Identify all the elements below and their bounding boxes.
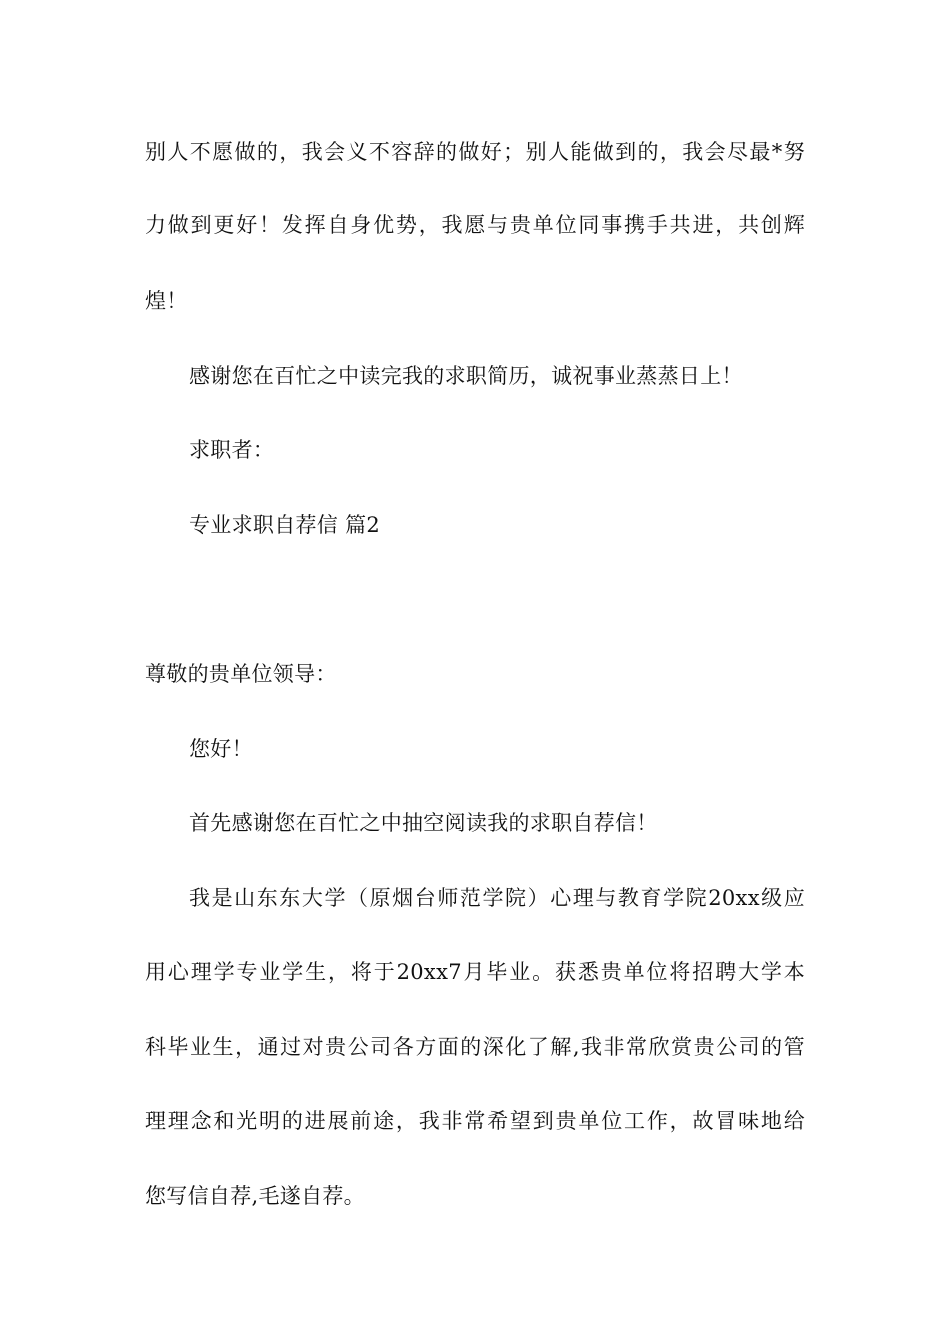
greeting: 您好！ bbox=[189, 737, 253, 761]
paragraph-line-1: 别人不愿做的，我会义不容辞的做好；别人能做到的，我会尽最*努 bbox=[145, 140, 805, 164]
paragraph-line-2: 力做到更好！发挥自身优势，我愿与贵单位同事携手共进，共创辉 bbox=[145, 213, 805, 237]
body-line-3: 科毕业生，通过对贵公司各方面的深化了解,我非常欣赏贵公司的管 bbox=[145, 1035, 805, 1059]
intro-line: 首先感谢您在百忙之中抽空阅读我的求职自荐信！ bbox=[189, 811, 658, 835]
body-line-4: 理理念和光明的进展前途，我非常希望到贵单位工作，故冒味地给 bbox=[145, 1109, 805, 1133]
paragraph-line-3: 煌！ bbox=[145, 289, 188, 313]
salutation: 尊敬的贵单位领导： bbox=[145, 662, 337, 686]
body-line-2: 用心理学专业学生，将于20xx7月毕业。获悉贵单位将招聘大学本 bbox=[145, 960, 805, 984]
thanks-line: 感谢您在百忙之中读完我的求职简历，诚祝事业蒸蒸日上！ bbox=[189, 364, 743, 388]
body-line-1: 我是山东东大学（原烟台师范学院）心理与教育学院20xx级应 bbox=[189, 886, 805, 910]
section-title: 专业求职自荐信 篇2 bbox=[189, 513, 381, 537]
body-line-5: 您写信自荐,毛遂自荐。 bbox=[145, 1184, 365, 1208]
applicant-label: 求职者： bbox=[189, 438, 275, 462]
